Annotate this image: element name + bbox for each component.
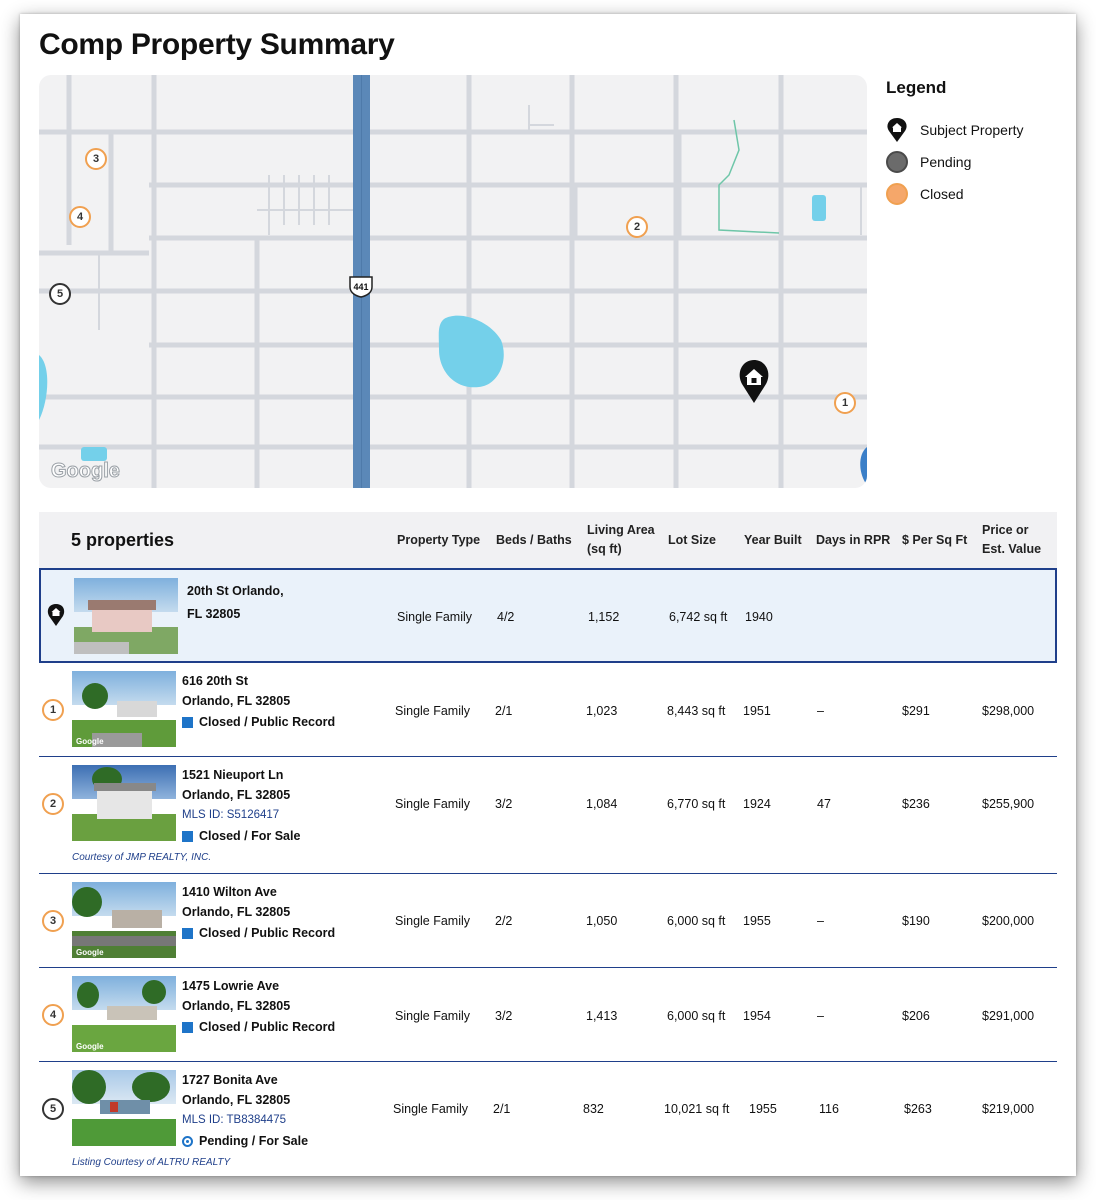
row-address-line2: Orlando, FL 32805	[182, 788, 291, 802]
row-price: $291,000	[982, 1009, 1035, 1023]
col-price-line2: Est. Value	[982, 542, 1042, 556]
row-beds-baths: 2/1	[493, 1102, 511, 1116]
subject-photo	[74, 578, 178, 654]
col-days-in-rpr: Days in RPR	[816, 533, 891, 547]
property-count: 5 properties	[71, 530, 175, 550]
subject-year-built: 1940	[745, 610, 773, 624]
subject-address	[187, 580, 284, 626]
row-mls-id: MLS ID: TB8384475	[182, 1114, 286, 1126]
row-lot-size: 8,443 sq ft	[667, 704, 726, 718]
subject-property-icon	[886, 117, 908, 143]
col-beds-baths: Beds / Baths	[496, 533, 572, 547]
row-marker-3: 3	[42, 910, 64, 932]
row-per-sqft: $190	[902, 914, 930, 928]
row-days: –	[817, 704, 824, 718]
row-year-built: 1951	[743, 704, 771, 718]
row-beds-baths: 3/2	[495, 797, 513, 811]
map-pin-5[interactable]: 5	[49, 283, 71, 305]
closed-status-icon	[182, 1022, 193, 1033]
col-per-sqft: $ Per Sq Ft	[902, 533, 968, 547]
row-lot-size: 6,770 sq ft	[667, 797, 726, 811]
row-photo	[72, 765, 176, 841]
closed-status-icon	[182, 717, 193, 728]
row-address-line2: Orlando, FL 32805	[182, 1093, 291, 1107]
row-status	[182, 1131, 308, 1151]
page-title: Comp Property Summary	[39, 28, 395, 61]
closed-status-icon	[182, 831, 193, 842]
row-living-area: 1,050	[586, 914, 618, 928]
closed-status-icon	[182, 928, 193, 939]
subject-lot-size: 6,742 sq ft	[669, 610, 728, 624]
row-lot-size: 6,000 sq ft	[667, 1009, 726, 1023]
row-photo	[72, 1070, 176, 1146]
row-price: $255,900	[982, 797, 1035, 811]
pending-dot-icon	[886, 151, 908, 173]
row-address-line2: Orlando, FL 32805	[182, 694, 291, 708]
legend-label-pending: Pending	[920, 154, 972, 170]
row-address	[182, 976, 335, 1037]
report-page	[20, 14, 1076, 1176]
row-living-area: 1,084	[586, 797, 618, 811]
row-address-line1: 1475 Lowrie Ave	[182, 979, 280, 993]
subject-address-line2: FL 32805	[187, 607, 241, 621]
row-days: 116	[819, 1102, 839, 1116]
subject-property-icon	[47, 603, 65, 627]
table-row[interactable]	[39, 1062, 1057, 1174]
row-status-label: Closed / Public Record	[199, 926, 336, 940]
row-status	[182, 712, 335, 732]
legend-item-closed	[886, 178, 1066, 210]
col-price-line1: Price or	[982, 523, 1029, 537]
subject-beds-baths: 4/2	[497, 610, 515, 624]
row-marker-2: 2	[42, 793, 64, 815]
row-days: 47	[817, 797, 831, 811]
row-address	[182, 671, 335, 732]
row-days: –	[817, 1009, 824, 1023]
row-type: Single Family	[395, 1009, 471, 1023]
map-pin-2[interactable]: 2	[626, 216, 648, 238]
row-address-line1: 1521 Nieuport Ln	[182, 768, 284, 782]
row-days: –	[817, 914, 824, 928]
map-streets	[39, 75, 867, 488]
legend-label-subject: Subject Property	[920, 122, 1024, 138]
row-photo: Google	[72, 976, 176, 1052]
map-pin-3[interactable]: 3	[85, 148, 107, 170]
row-beds-baths: 2/1	[495, 704, 513, 718]
row-lot-size: 10,021 sq ft	[664, 1102, 730, 1116]
map-legend	[886, 78, 1066, 210]
col-price	[982, 521, 1041, 559]
legend-item-subject	[886, 114, 1066, 146]
row-living-area: 1,413	[586, 1009, 618, 1023]
row-price: $298,000	[982, 704, 1035, 718]
route-shield-label: 441	[353, 282, 369, 292]
row-per-sqft: $263	[904, 1102, 932, 1116]
legend-title: Legend	[886, 78, 947, 97]
row-mls-id: MLS ID: S5126417	[182, 809, 280, 821]
row-marker-5: 5	[42, 1098, 64, 1120]
table-row[interactable]	[39, 757, 1057, 874]
row-type: Single Family	[395, 914, 471, 928]
subject-property-pin-icon[interactable]	[737, 358, 771, 404]
row-living-area: 1,023	[586, 704, 618, 718]
closed-dot-icon	[886, 183, 908, 205]
row-type: Single Family	[393, 1102, 469, 1116]
row-address-line1: 616 20th St	[182, 674, 249, 688]
map-pin-1[interactable]: 1	[834, 392, 856, 414]
row-address	[182, 882, 335, 943]
row-per-sqft: $291	[902, 704, 930, 718]
col-living-area-line2: (sq ft)	[587, 542, 622, 556]
row-status-label: Closed / Public Record	[199, 715, 336, 729]
subject-type: Single Family	[397, 610, 473, 624]
col-living-area	[587, 521, 655, 559]
row-year-built: 1924	[743, 797, 771, 811]
row-per-sqft: $236	[902, 797, 930, 811]
row-address-line1: 1727 Bonita Ave	[182, 1073, 278, 1087]
map-pin-4[interactable]: 4	[69, 206, 91, 228]
row-photo: Google	[72, 671, 176, 747]
comp-table	[39, 512, 1057, 1174]
row-status	[182, 1017, 335, 1037]
row-address-line2: Orlando, FL 32805	[182, 905, 291, 919]
row-year-built: 1955	[749, 1102, 777, 1116]
row-type: Single Family	[395, 797, 471, 811]
comp-map[interactable]	[39, 75, 867, 488]
table-row[interactable]	[39, 663, 1057, 757]
row-year-built: 1955	[743, 914, 771, 928]
row-status-label: Closed / Public Record	[199, 1020, 336, 1034]
table-header	[39, 512, 1057, 568]
row-beds-baths: 3/2	[495, 1009, 513, 1023]
subject-address-line1: 20th St Orlando,	[187, 584, 284, 598]
pending-status-icon	[182, 1136, 193, 1147]
row-photo: Google	[72, 882, 176, 958]
table-row[interactable]	[39, 968, 1057, 1062]
row-address-line2: Orlando, FL 32805	[182, 999, 291, 1013]
row-address-line1: 1410 Wilton Ave	[182, 885, 277, 899]
row-marker-4: 4	[42, 1004, 64, 1026]
col-lot-size: Lot Size	[668, 533, 716, 547]
table-row[interactable]	[39, 874, 1057, 968]
row-courtesy: Listing Courtesy of ALTRU REALTY	[72, 1157, 231, 1168]
row-year-built: 1954	[743, 1009, 771, 1023]
col-living-area-line1: Living Area	[587, 523, 655, 537]
subject-living-area: 1,152	[588, 610, 620, 624]
row-type: Single Family	[395, 704, 471, 718]
row-courtesy: Courtesy of JMP REALTY, INC.	[72, 852, 212, 863]
row-marker-1: 1	[42, 699, 64, 721]
row-address	[182, 1070, 308, 1151]
row-price: $200,000	[982, 914, 1035, 928]
col-year-built: Year Built	[744, 533, 802, 547]
row-status-label: Closed / For Sale	[199, 829, 301, 843]
row-status	[182, 826, 300, 846]
google-logo: Google	[51, 460, 120, 482]
subject-row[interactable]	[39, 568, 1057, 663]
row-status-label: Pending / For Sale	[199, 1134, 309, 1148]
row-lot-size: 6,000 sq ft	[667, 914, 726, 928]
row-price: $219,000	[982, 1102, 1035, 1116]
row-per-sqft: $206	[902, 1009, 930, 1023]
row-living-area: 832	[583, 1102, 604, 1116]
row-status	[182, 923, 335, 943]
row-address	[182, 765, 300, 846]
col-property-type: Property Type	[397, 533, 481, 547]
row-beds-baths: 2/2	[495, 914, 513, 928]
legend-label-closed: Closed	[920, 186, 964, 202]
legend-item-pending	[886, 146, 1066, 178]
